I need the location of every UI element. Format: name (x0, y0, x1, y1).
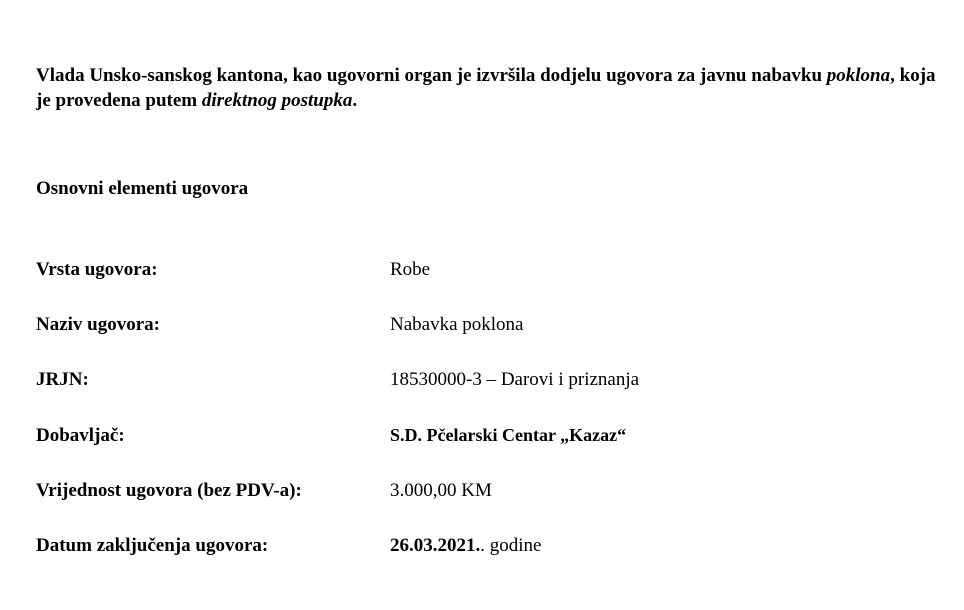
field-conclusion-date (36, 533, 946, 558)
document (36, 63, 946, 556)
field-label: Datum zaključenja ugovora: (36, 535, 269, 556)
field-value: Robe (390, 259, 431, 280)
intro-paragraph (36, 63, 946, 113)
field-label: Naziv ugovora: (36, 314, 161, 335)
field-label: Dobavljač: (36, 425, 125, 446)
field-label: Vrijednost ugovora (bez PDV-a): (36, 480, 302, 501)
intro-text-2: , koja je provedena putem (36, 65, 936, 111)
field-jrjn (36, 367, 946, 392)
date-suffix: . godine (480, 535, 542, 556)
intro-procedure: direktnog postupka (201, 90, 353, 111)
field-value: Nabavka poklona (390, 314, 524, 335)
field-label: Vrsta ugovora: (36, 259, 158, 280)
field-label: JRJN: (36, 369, 89, 390)
field-value (390, 533, 541, 558)
intro-item: poklona (826, 65, 891, 86)
field-contract-type (36, 257, 946, 282)
field-value: 18530000-3 – Darovi i priznanja (390, 369, 640, 390)
intro-text-1: Vlada Unsko-sanskog kantona, kao ugovorni organ je izvršila dodjelu ugovora za javnu nabavku (36, 65, 827, 86)
field-supplier (36, 423, 946, 448)
field-value: 3.000,00 KM (390, 480, 492, 501)
date-value: 26.03.2021. (390, 535, 481, 556)
section-title: Osnovni elementi ugovora (36, 178, 249, 199)
field-value: S.D. Pčelarski Centar „Kazaz“ (390, 425, 627, 445)
field-contract-value (36, 478, 946, 503)
intro-text-3: . (352, 90, 358, 111)
field-contract-name (36, 312, 946, 337)
